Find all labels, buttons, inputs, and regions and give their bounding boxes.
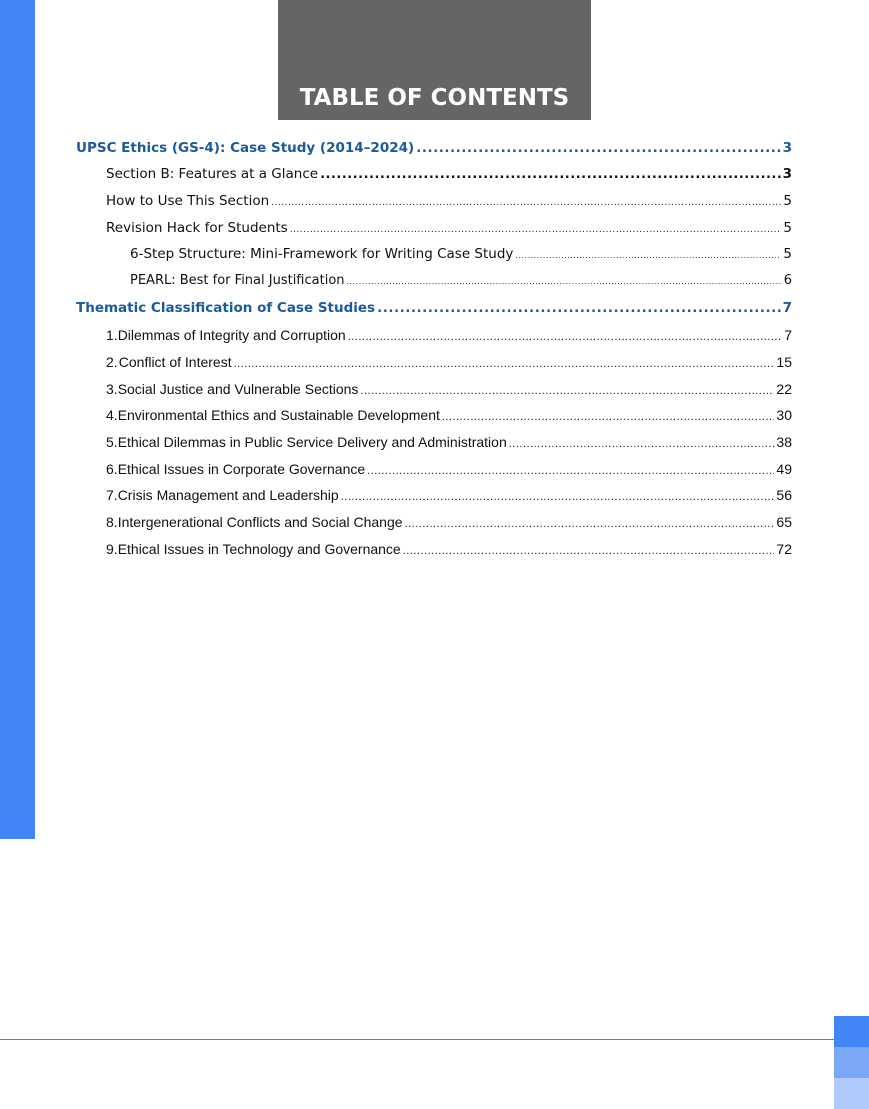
toc-entry-six-step[interactable] — [130, 246, 792, 266]
toc-entry-how-to-use[interactable] — [106, 193, 792, 213]
toc-item-label: Intergenerational Conflicts and Social Change — [117, 514, 403, 530]
toc-item-label: Ethical Dilemmas in Public Service Delivery and Administration — [117, 434, 507, 450]
toc-entry-page: 5 — [783, 220, 792, 236]
dot-leader — [442, 411, 775, 423]
page-title: TABLE OF CONTENTS — [299, 85, 570, 111]
toc-item-label: Crisis Management and Leadership — [117, 487, 339, 503]
dot-leader — [515, 251, 781, 260]
toc-entry-thematic[interactable] — [76, 300, 792, 320]
toc-item-label: Ethical Issues in Technology and Governance — [117, 541, 401, 557]
toc-item-number: 9. — [106, 541, 118, 557]
dot-leader — [347, 277, 782, 286]
toc-item-label: Social Justice and Vulnerable Sections — [117, 381, 359, 397]
toc-item-page: 38 — [776, 434, 792, 450]
toc-title-banner — [278, 0, 591, 120]
toc-item-number: 7. — [106, 487, 118, 503]
dot-leader — [509, 438, 775, 450]
footer-divider — [0, 1039, 834, 1040]
toc-item[interactable] — [106, 407, 792, 427]
toc-entry-pearl[interactable] — [130, 273, 792, 293]
toc-entry-page: 7 — [782, 300, 792, 316]
toc-entry-features[interactable] — [106, 166, 792, 186]
toc-entry-page: 6 — [783, 273, 792, 288]
toc-item-label: Ethical Issues in Corporate Governance — [117, 461, 366, 477]
dot-leader — [320, 167, 781, 182]
toc-item-page: 7 — [784, 327, 792, 343]
toc-item[interactable] — [106, 354, 792, 374]
toc-item-number: 2. — [106, 354, 118, 370]
corner-block-dark — [834, 1016, 869, 1047]
toc-entry-page: 5 — [783, 193, 792, 209]
dot-leader — [290, 225, 782, 235]
toc-entry-label: UPSC Ethics (GS-4): Case Study (2014–2024) — [76, 140, 415, 156]
toc-entry-label: Section B: Features at a Glance — [106, 166, 319, 182]
toc-item-number: 5. — [106, 434, 118, 450]
toc-item[interactable] — [106, 541, 792, 561]
toc-item-page: 65 — [776, 514, 792, 530]
toc-entry-page: 3 — [782, 166, 792, 182]
corner-block-mid — [834, 1047, 869, 1078]
toc-entry-label: 6-Step Structure: Mini-Framework for Writing Case Study — [130, 246, 514, 262]
toc-item-page: 72 — [776, 541, 792, 557]
dot-leader — [271, 198, 781, 208]
toc-item[interactable] — [106, 434, 792, 454]
toc-item-number: 1. — [106, 327, 118, 343]
toc-item-label: Conflict of Interest — [118, 354, 232, 370]
dot-leader — [367, 465, 774, 477]
toc-item-label: Environmental Ethics and Sustainable Development — [117, 407, 440, 423]
dot-leader — [348, 331, 783, 343]
left-accent-bar — [0, 0, 35, 839]
toc-entry-page: 5 — [783, 246, 792, 262]
toc-item-number: 8. — [106, 514, 118, 530]
toc-item-page: 49 — [776, 461, 792, 477]
toc-item[interactable] — [106, 381, 792, 401]
toc-item[interactable] — [106, 514, 792, 534]
dot-leader — [403, 545, 775, 557]
toc-item-page: 22 — [776, 381, 792, 397]
toc-item-page: 15 — [776, 354, 792, 370]
toc-entry-label: Thematic Classification of Case Studies — [76, 300, 376, 316]
toc-entry-label: PEARL: Best for Final Justification — [130, 273, 345, 288]
toc-item-page: 56 — [776, 487, 792, 503]
toc-item-number: 4. — [106, 407, 118, 423]
toc-item-number: 6. — [106, 461, 118, 477]
toc-entry-label: Revision Hack for Students — [106, 220, 288, 236]
toc-entry-label: How to Use This Section — [106, 193, 270, 209]
toc-item[interactable] — [106, 487, 792, 507]
dot-leader — [360, 385, 774, 397]
dot-leader — [405, 518, 775, 530]
dot-leader — [377, 300, 781, 316]
toc-item-label: Dilemmas of Integrity and Corruption — [117, 327, 346, 343]
toc-item-page: 30 — [776, 407, 792, 423]
toc-item[interactable] — [106, 461, 792, 481]
toc-item-number: 3. — [106, 381, 118, 397]
toc-entry-main[interactable] — [76, 140, 792, 160]
toc-item[interactable] — [106, 327, 792, 347]
toc-entry-page: 3 — [782, 140, 792, 156]
toc-entry-revision-hack[interactable] — [106, 220, 792, 240]
corner-block-light — [834, 1078, 869, 1109]
dot-leader — [234, 358, 775, 370]
dot-leader — [341, 491, 775, 503]
dot-leader — [416, 140, 780, 156]
